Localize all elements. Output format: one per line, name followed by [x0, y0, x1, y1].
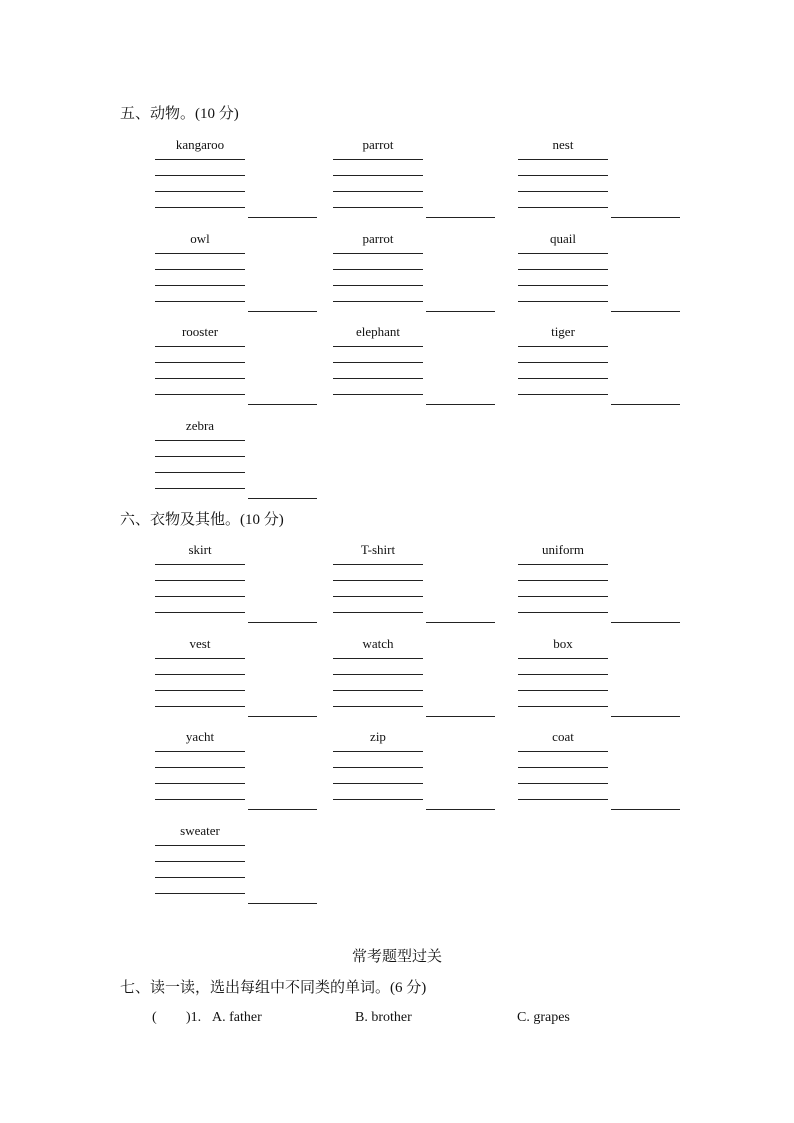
writing-guide-line[interactable] — [518, 207, 608, 208]
writing-guide-line[interactable] — [155, 658, 245, 659]
word-label: kangaroo — [175, 137, 225, 152]
word-cell — [518, 137, 778, 227]
answer-line[interactable] — [248, 903, 317, 904]
word-label: nest — [552, 137, 574, 152]
writing-guide-line[interactable] — [155, 269, 245, 270]
word-cell — [518, 542, 778, 632]
word-label: coat — [552, 729, 574, 744]
answer-bracket-open[interactable]: ( — [152, 1010, 157, 1025]
writing-guide-line[interactable] — [518, 285, 608, 286]
word-label: parrot — [362, 137, 394, 152]
answer-line[interactable] — [248, 498, 317, 499]
writing-guide-line[interactable] — [333, 207, 423, 208]
writing-guide-line[interactable] — [155, 175, 245, 176]
writing-guide-line[interactable] — [333, 301, 423, 302]
writing-guide-line[interactable] — [155, 612, 245, 613]
word-label: zebra — [185, 417, 215, 433]
writing-guide-line[interactable] — [333, 674, 423, 675]
writing-guide-line[interactable] — [518, 596, 608, 597]
writing-guide-line[interactable] — [155, 706, 245, 707]
answer-line[interactable] — [248, 311, 317, 312]
writing-guide-line[interactable] — [518, 658, 608, 659]
writing-guide-line[interactable] — [518, 191, 608, 192]
writing-guide-line[interactable] — [333, 751, 423, 752]
writing-guide-line[interactable] — [333, 269, 423, 270]
word-label: skirt — [188, 542, 212, 557]
writing-guide-line[interactable] — [518, 346, 608, 347]
word-cell — [155, 418, 415, 508]
word-cell — [518, 324, 778, 414]
writing-guide-line[interactable] — [155, 378, 245, 379]
word-label: parrot — [362, 230, 394, 246]
writing-guide-line[interactable] — [333, 191, 423, 192]
word-label: zip — [370, 729, 386, 744]
writing-guide-line[interactable] — [518, 175, 608, 176]
writing-guide-line[interactable] — [333, 612, 423, 613]
word-cell — [155, 823, 415, 913]
writing-guide-line[interactable] — [155, 596, 245, 597]
writing-guide-line[interactable] — [155, 207, 245, 208]
answer-line[interactable] — [611, 809, 680, 810]
answer-line[interactable] — [426, 311, 495, 312]
answer-line[interactable] — [426, 404, 495, 405]
answer-line[interactable] — [248, 809, 317, 810]
section5-heading: 五、动物。(10 分) — [120, 106, 239, 122]
writing-guide-line[interactable] — [155, 440, 245, 441]
writing-guide-line[interactable] — [155, 767, 245, 768]
word-label: sweater — [180, 822, 220, 838]
writing-guide-line[interactable] — [155, 159, 245, 160]
word-label: watch — [362, 635, 394, 651]
writing-guide-line[interactable] — [518, 783, 608, 784]
writing-guide-line[interactable] — [518, 362, 608, 363]
word-cell — [518, 231, 778, 321]
answer-line[interactable] — [248, 217, 317, 218]
answer-line[interactable] — [426, 622, 495, 623]
word-cell — [518, 729, 778, 819]
writing-guide-line[interactable] — [518, 394, 608, 395]
writing-guide-line[interactable] — [518, 301, 608, 302]
answer-line[interactable] — [426, 217, 495, 218]
writing-guide-line[interactable] — [155, 799, 245, 800]
writing-guide-line[interactable] — [155, 488, 245, 489]
option-a: A. father — [212, 1010, 262, 1025]
writing-guide-line[interactable] — [518, 378, 608, 379]
word-label: owl — [190, 230, 210, 246]
writing-guide-line[interactable] — [333, 159, 423, 160]
writing-guide-line[interactable] — [155, 861, 245, 862]
writing-guide-line[interactable] — [155, 564, 245, 565]
writing-guide-line[interactable] — [155, 285, 245, 286]
answer-line[interactable] — [611, 217, 680, 218]
writing-guide-line[interactable] — [155, 394, 245, 395]
writing-guide-line[interactable] — [155, 191, 245, 192]
writing-guide-line[interactable] — [333, 783, 423, 784]
writing-guide-line[interactable] — [155, 362, 245, 363]
writing-guide-line[interactable] — [155, 877, 245, 878]
answer-line[interactable] — [611, 404, 680, 405]
writing-guide-line[interactable] — [333, 564, 423, 565]
writing-guide-line[interactable] — [333, 362, 423, 363]
practice-title: 常考题型过关 — [351, 949, 442, 965]
word-label: T-shirt — [360, 542, 396, 557]
writing-guide-line[interactable] — [155, 893, 245, 894]
writing-guide-line[interactable] — [155, 456, 245, 457]
word-label: rooster — [181, 324, 219, 339]
writing-guide-line[interactable] — [333, 378, 423, 379]
word-label: elephant — [355, 324, 401, 339]
writing-guide-line[interactable] — [333, 346, 423, 347]
writing-guide-line[interactable] — [333, 596, 423, 597]
answer-line[interactable] — [426, 809, 495, 810]
writing-guide-line[interactable] — [155, 674, 245, 675]
option-c: C. grapes — [517, 1010, 570, 1025]
answer-line[interactable] — [248, 622, 317, 623]
writing-guide-line[interactable] — [518, 253, 608, 254]
writing-guide-line[interactable] — [333, 580, 423, 581]
writing-guide-line[interactable] — [518, 674, 608, 675]
writing-guide-line[interactable] — [155, 751, 245, 752]
writing-guide-line[interactable] — [518, 799, 608, 800]
writing-guide-line[interactable] — [155, 580, 245, 581]
question-number: )1. — [186, 1010, 202, 1025]
answer-line[interactable] — [426, 716, 495, 717]
writing-guide-line[interactable] — [518, 612, 608, 613]
writing-guide-line[interactable] — [518, 159, 608, 160]
writing-guide-line[interactable] — [333, 658, 423, 659]
writing-guide-line[interactable] — [155, 346, 245, 347]
writing-guide-line[interactable] — [155, 253, 245, 254]
writing-guide-line[interactable] — [155, 845, 245, 846]
word-label: quail — [550, 230, 576, 246]
writing-guide-line[interactable] — [333, 253, 423, 254]
writing-guide-line[interactable] — [155, 472, 245, 473]
writing-guide-line[interactable] — [518, 706, 608, 707]
writing-guide-line[interactable] — [518, 269, 608, 270]
answer-line[interactable] — [248, 716, 317, 717]
writing-guide-line[interactable] — [155, 690, 245, 691]
word-label: vest — [189, 635, 211, 651]
section7-heading: 七、读一读，选出每组中不同类的单词。(6 分) — [120, 980, 427, 996]
writing-guide-line[interactable] — [518, 751, 608, 752]
writing-guide-line[interactable] — [333, 175, 423, 176]
writing-guide-line[interactable] — [518, 580, 608, 581]
writing-guide-line[interactable] — [333, 690, 423, 691]
answer-line[interactable] — [611, 622, 680, 623]
writing-guide-line[interactable] — [155, 301, 245, 302]
answer-line[interactable] — [611, 311, 680, 312]
writing-guide-line[interactable] — [333, 706, 423, 707]
writing-guide-line[interactable] — [333, 285, 423, 286]
word-label: uniform — [542, 542, 584, 557]
writing-guide-line[interactable] — [518, 564, 608, 565]
word-label: yacht — [185, 729, 215, 744]
writing-guide-line[interactable] — [333, 799, 423, 800]
writing-guide-line[interactable] — [333, 394, 423, 395]
writing-guide-line[interactable] — [333, 767, 423, 768]
writing-guide-line[interactable] — [518, 767, 608, 768]
writing-guide-line[interactable] — [155, 783, 245, 784]
answer-line[interactable] — [611, 716, 680, 717]
section6-heading: 六、衣物及其他。(10 分) — [120, 512, 284, 528]
word-label: tiger — [551, 324, 575, 339]
word-label: box — [553, 635, 573, 651]
option-b: B. brother — [355, 1010, 412, 1025]
answer-line[interactable] — [248, 404, 317, 405]
writing-guide-line[interactable] — [518, 690, 608, 691]
word-cell — [518, 636, 778, 726]
